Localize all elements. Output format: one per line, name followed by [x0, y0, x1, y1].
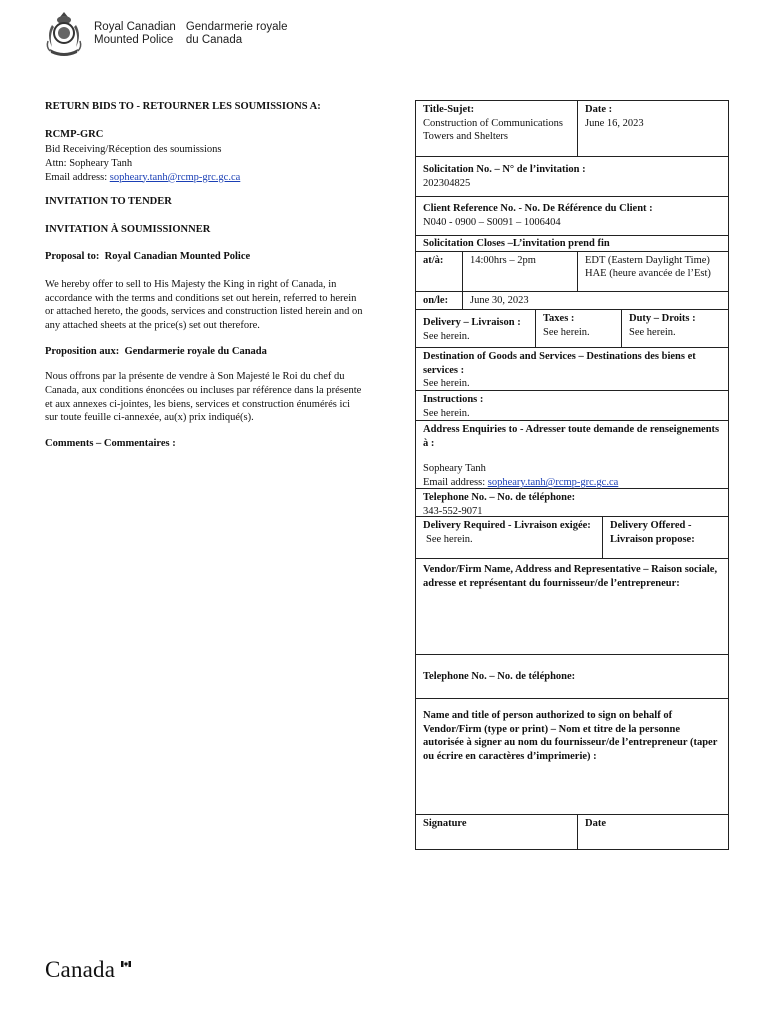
duty-label: Duty – Droits :	[629, 313, 696, 324]
vendor-phone-row[interactable]	[416, 655, 728, 699]
solicitation-label: Solicitation No. – N° de l’invitation :	[423, 163, 586, 175]
on-value: June 30, 2023	[470, 295, 529, 306]
invitation-en: INVITATION TO TENDER	[45, 196, 172, 208]
telephone-row	[416, 489, 728, 517]
duty-cell	[622, 310, 728, 347]
signature-label[interactable]: Signature	[416, 815, 578, 849]
instructions-row	[416, 391, 728, 421]
title-label: Title-Sujet:	[423, 104, 475, 115]
offer-text-en: We hereby offer to sell to His Majesty the King in right of Canada, in accordance with the terms and conditions set out herein, referred to herein or attached hereto, the goods, services and construction listed herein and on any attached sheets at the price(s) set out therefore.	[45, 279, 363, 332]
on-label: on/le:	[416, 292, 463, 309]
client-ref-label: Client Reference No. - No. De Référence du Client :	[423, 203, 653, 215]
email-label: Email address:	[45, 171, 108, 183]
title-date-row	[416, 101, 728, 157]
dept-name: Bid Receiving/Réception des soumissions	[45, 144, 222, 156]
destination-row	[416, 348, 728, 391]
agency-fr-line1: Gendarmerie royale	[185, 20, 288, 33]
proposal-to	[45, 250, 365, 264]
return-address	[45, 128, 365, 185]
proposal-fr-value: Gendarmerie royale du Canada	[124, 345, 267, 357]
proposal-fr	[45, 345, 365, 359]
taxes-cell	[536, 310, 622, 347]
enquiries-email-label: Email address:	[423, 476, 486, 488]
enquiries-name: Sopheary Tanh	[423, 463, 486, 475]
return-bids-heading: RETURN BIDS TO - RETOURNER LES SOUMISSIONS A:	[45, 101, 321, 112]
email-link[interactable]: sopheary.tanh@rcmp-grc.gc.ca	[109, 171, 241, 183]
authorized-label: Name and title of person authorized to sign on behalf of Vendor/Firm (type or print) – Nom et titre de la personne autorisée à signer au nom du fournisseur/de l’entrepreneur (taper ou écrire en caractères d’imprimerie) :	[423, 710, 718, 762]
instructions-value: See herein.	[423, 407, 470, 419]
title-value: Construction of Communications Towers and Shelters	[423, 117, 563, 143]
delivery-required-cell	[416, 517, 603, 558]
delivery-cell	[416, 310, 536, 347]
closes-time-row	[416, 252, 728, 292]
sign-date-label[interactable]: Date	[585, 818, 606, 829]
destination-value: See herein.	[423, 378, 470, 390]
attn-line: Attn: Sopheary Tanh	[45, 157, 133, 169]
enquiries-email-link[interactable]: sopheary.tanh@rcmp-grc.gc.ca	[487, 476, 619, 488]
date-label: Date :	[585, 104, 613, 115]
signature-row	[416, 815, 728, 849]
solicitation-value: 202304825	[423, 177, 471, 189]
enquiries-email-line	[423, 476, 721, 490]
instructions-label: Instructions :	[423, 394, 484, 405]
delivery-taxes-row	[416, 310, 728, 348]
rcmp-crest-icon	[44, 11, 84, 57]
telephone-value: 343-552-9071	[423, 505, 483, 517]
proposal-to-label: Proposal to:	[45, 251, 100, 263]
agency-fr-line2: du Canada	[185, 34, 243, 46]
email-line	[45, 171, 365, 185]
enquiries-row	[416, 421, 728, 489]
header	[44, 10, 297, 58]
comments-label: Comments – Commentaires :	[45, 437, 176, 449]
client-ref-value: N040 - 0900 – S0091 – 1006404	[423, 217, 561, 228]
agency-name	[94, 21, 297, 47]
org-name: RCMP-GRC	[45, 128, 104, 140]
destination-label: Destination of Goods and Services – Destinations des biens et services :	[423, 351, 696, 376]
solicitation-row	[416, 157, 728, 197]
invitation-fr: INVITATION À SOUMISSIONNER	[45, 223, 211, 235]
date-cell	[578, 101, 728, 156]
at-label: at/à:	[416, 252, 463, 291]
date-value: June 16, 2023	[585, 117, 644, 129]
closes-header-row	[416, 236, 728, 252]
vendor-label: Vendor/Firm Name, Address and Representative – Raison sociale, adresse et représentant du fournisseur/de l’entrepreneur:	[423, 564, 718, 589]
agency-en-line2: Mounted Police	[94, 34, 174, 46]
delivery-offered-label: Delivery Offered - Livraison propose:	[610, 520, 695, 545]
at-value: 14:00hrs – 2pm	[463, 252, 578, 291]
authorized-row[interactable]	[416, 699, 728, 815]
canada-flag-icon	[121, 961, 131, 967]
taxes-value: See herein.	[543, 326, 590, 338]
offer-text-fr: Nous offrons par la présente de vendre à Son Majesté le Roi du chef du Canada, aux conditions énoncées ou incluses par référence dans la présente et aux annexes ci-jointes, les biens, services et construction énumérés ici sur toute feuille ci-annexée, au(x) prix indiqué(s).	[45, 371, 362, 424]
delivery-required-label: Delivery Required - Livraison exigée:	[423, 520, 591, 531]
client-ref-row	[416, 197, 728, 236]
enquiries-label: Address Enquiries to - Adresser toute demande de renseignements à :	[423, 424, 720, 449]
tender-form	[415, 100, 729, 850]
taxes-label: Taxes :	[543, 313, 575, 324]
left-column	[45, 100, 365, 460]
closes-date-row	[416, 292, 728, 310]
proposal-to-value: Royal Canadian Mounted Police	[104, 251, 251, 263]
closes-label: Solicitation Closes –L’invitation prend fin	[423, 238, 610, 250]
delivery-value: See herein.	[423, 330, 470, 342]
canada-wordmark-text: Canada	[45, 957, 116, 982]
proposal-fr-label: Proposition aux:	[45, 345, 120, 357]
canada-wordmark	[45, 955, 131, 985]
duty-value: See herein.	[629, 326, 676, 338]
delivery-required-row	[416, 517, 728, 559]
vendor-phone-label: Telephone No. – No. de téléphone:	[423, 670, 576, 682]
agency-en-line1: Royal Canadian	[94, 20, 176, 33]
telephone-label: Telephone No. – No. de téléphone:	[423, 492, 576, 503]
title-cell	[416, 101, 578, 156]
vendor-row[interactable]	[416, 559, 728, 655]
delivery-required-value: See herein.	[426, 533, 473, 545]
delivery-label: Delivery – Livraison :	[423, 317, 521, 328]
timezone-value: EDT (Eastern Daylight Time) HAE (heure avancée de l’Est)	[585, 255, 711, 280]
